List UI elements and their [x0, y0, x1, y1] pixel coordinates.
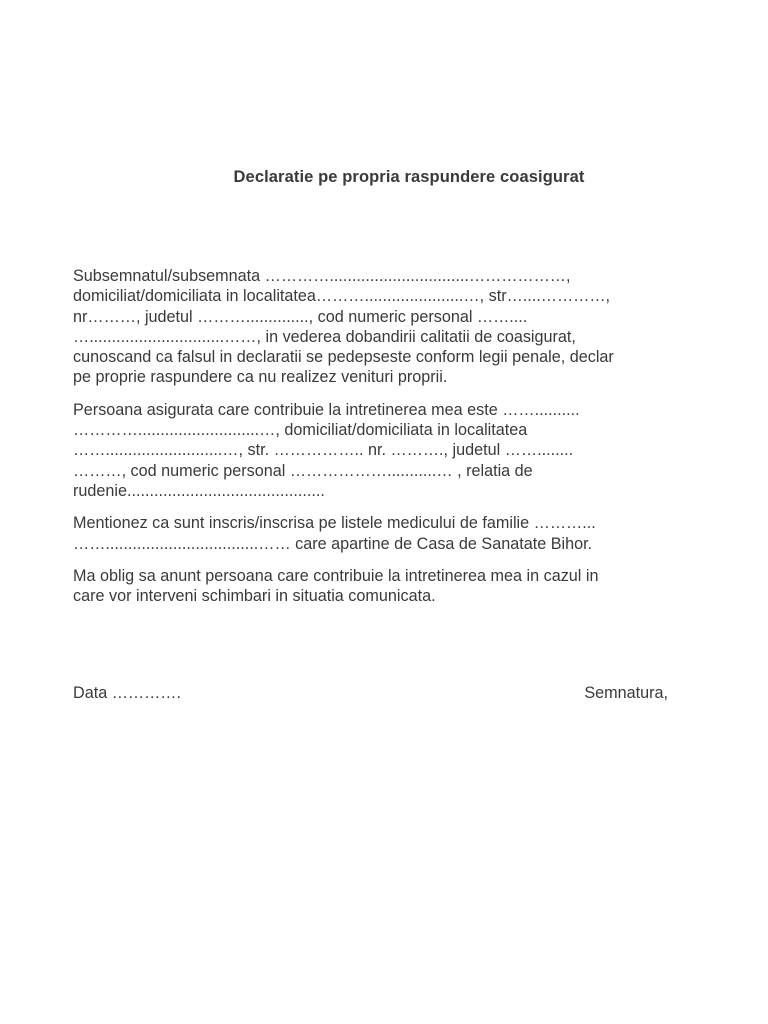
document-body	[73, 266, 688, 618]
text-line: rudenie............................................	[73, 481, 325, 500]
insured-person-paragraph	[73, 400, 688, 501]
obligation-paragraph	[73, 566, 688, 607]
text-line: cunoscand ca falsul in declaratii se pedepseste conform legii penale, declar	[73, 348, 614, 367]
text-line: ……..........................…, str. …………….. nr. ………., judetul ……........	[73, 441, 574, 460]
document-title: Declaratie pe propria raspundere coasigurat	[233, 168, 585, 186]
text-line: …..............................……, in vederea dobandirii calitatii de coasigurat,	[73, 327, 576, 346]
text-line: pe proprie raspundere ca nu realizez venituri proprii.	[73, 368, 448, 387]
text-line: Ma oblig sa anunt persoana care contribuie la intretinerea mea in cazul in	[73, 566, 599, 585]
text-line: ……..................................…… care apartine de Casa de Sanatate Bihor.	[73, 534, 593, 553]
declaration-paragraph	[73, 266, 688, 388]
signature-label: Semnatura,	[584, 684, 668, 702]
text-line: Subsemnatul/subsemnata …………...............................………………,	[73, 267, 571, 285]
text-line: Persoana asigurata care contribuie la intretinerea mea este ……..........	[73, 400, 580, 419]
text-line: nr………, judetul ……….............., cod numeric personal ……....	[73, 307, 528, 326]
family-doctor-paragraph	[73, 513, 688, 554]
text-line: care vor interveni schimbari in situatia comunicata.	[73, 587, 436, 606]
text-line: …………...........................…, domiciliat/domiciliata in localitatea	[73, 421, 528, 440]
date-label: Data ………….	[73, 684, 181, 702]
text-line: ………, cod numeric personal ………………...........… , relatia de	[73, 461, 533, 480]
text-line: Mentionez ca sunt inscris/inscrisa pe listele medicului de familie ………...	[73, 514, 596, 533]
text-line: domiciliat/domiciliata in localitatea………......................…, str…....…………,	[73, 287, 611, 306]
